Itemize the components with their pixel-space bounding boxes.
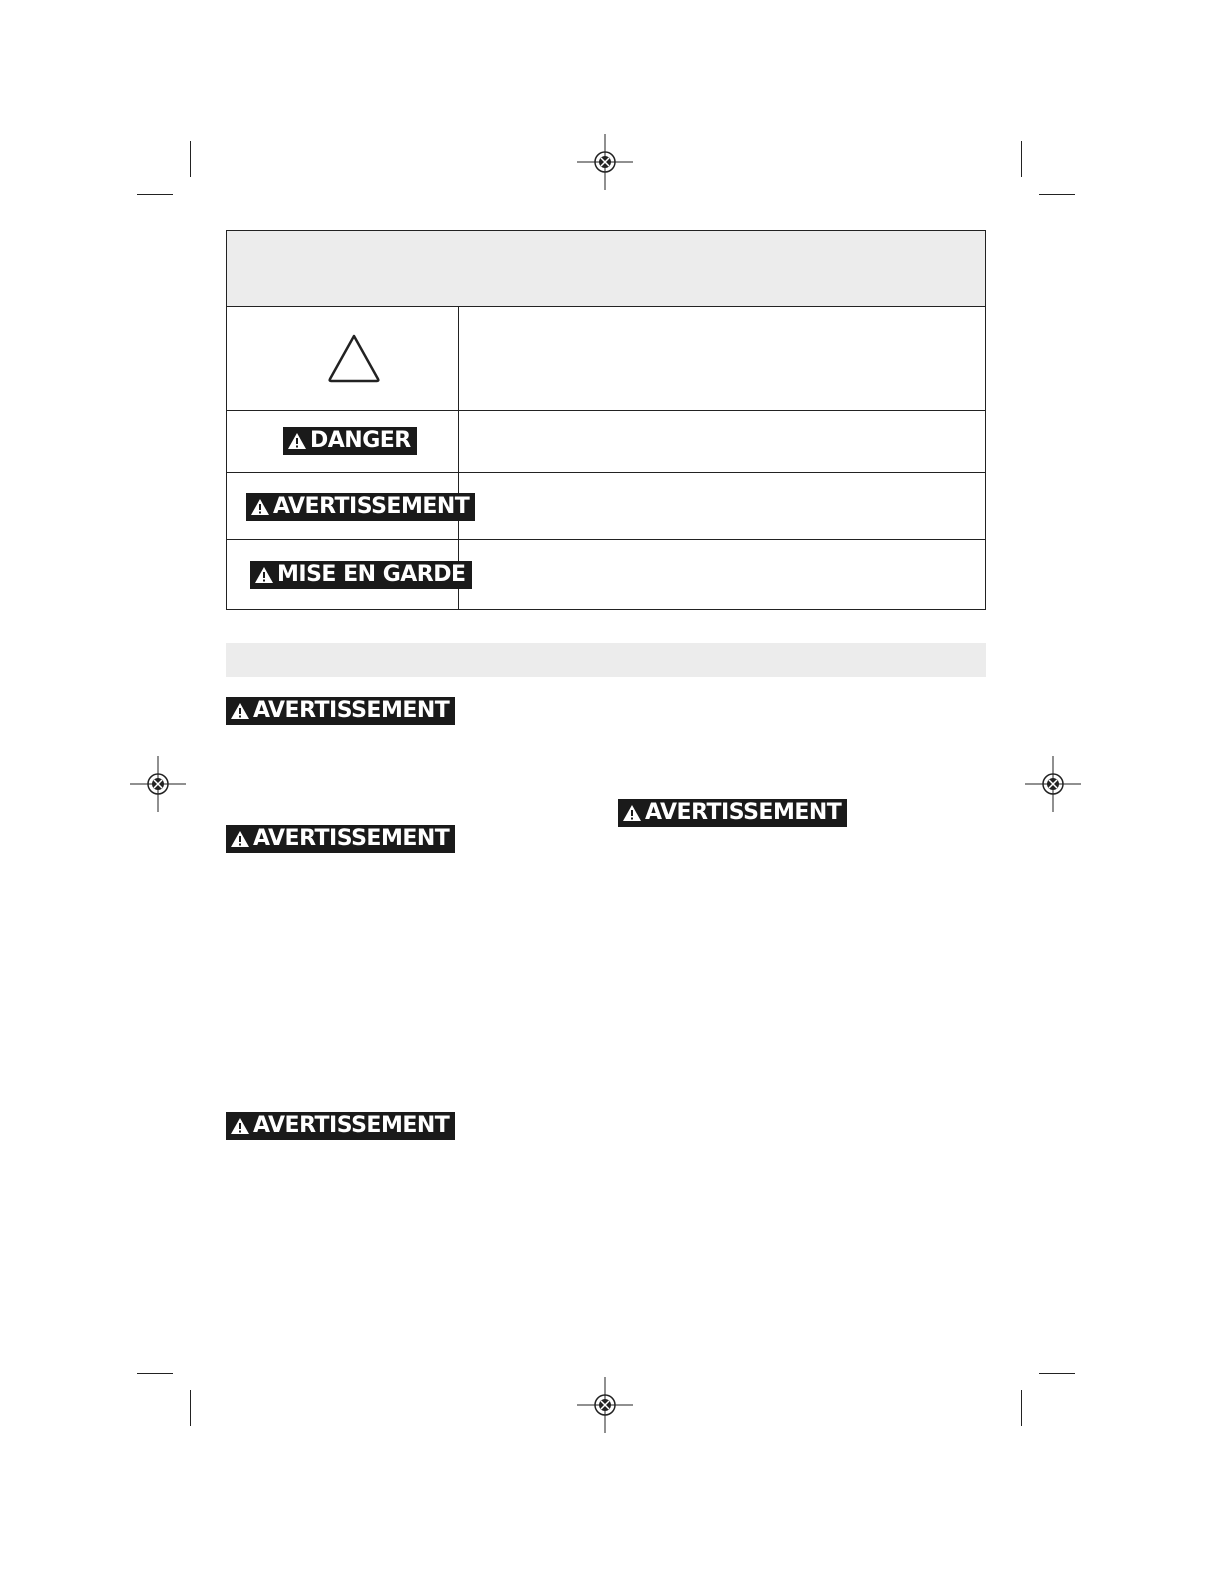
table-row (227, 306, 985, 411)
symbol-cell (227, 306, 459, 410)
label-text: AVERTISSEMENT (645, 800, 842, 825)
table-header (227, 231, 985, 307)
danger-label (283, 427, 417, 455)
definition-cell (459, 411, 985, 472)
warning-triangle-icon (254, 566, 274, 584)
warning-triangle-icon (622, 804, 642, 822)
warning-label (226, 1112, 455, 1140)
section-heading-band (226, 643, 986, 677)
safety-symbols-table (226, 230, 986, 610)
warning-triangle-icon (230, 830, 250, 848)
warning-label (226, 697, 455, 725)
warning-triangle-icon (230, 1117, 250, 1135)
crop-mark (190, 141, 191, 177)
table-row (227, 411, 985, 473)
warning-triangle-icon (230, 702, 250, 720)
registration-mark-icon (130, 756, 186, 812)
warning-triangle-icon (287, 432, 307, 450)
crop-mark (1021, 141, 1022, 177)
registration-mark-icon (1025, 756, 1081, 812)
crop-mark (1039, 1373, 1075, 1374)
caution-label (250, 561, 472, 589)
registration-mark-icon (577, 134, 633, 190)
warning-label (226, 825, 455, 853)
warning-label (246, 493, 475, 521)
warning-label (618, 799, 847, 827)
crop-mark (137, 194, 173, 195)
symbol-cell (227, 411, 459, 472)
definition-cell (459, 540, 985, 609)
label-text: AVERTISSEMENT (273, 494, 470, 519)
symbol-cell (227, 473, 470, 539)
registration-mark-icon (577, 1377, 633, 1433)
definition-cell (459, 473, 985, 539)
table-row (227, 540, 985, 609)
table-row (227, 473, 985, 540)
crop-mark (1039, 194, 1075, 195)
label-text: AVERTISSEMENT (253, 1113, 450, 1138)
crop-mark (1021, 1390, 1022, 1426)
crop-mark (137, 1373, 173, 1374)
label-text: AVERTISSEMENT (253, 698, 450, 723)
alert-triangle-icon (327, 332, 381, 384)
warning-triangle-icon (250, 498, 270, 516)
label-text: AVERTISSEMENT (253, 826, 450, 851)
label-text: DANGER (310, 428, 411, 453)
crop-mark (190, 1390, 191, 1426)
label-text: MISE EN GARDE (277, 562, 466, 587)
definition-cell (459, 306, 985, 410)
symbol-cell (227, 540, 466, 609)
